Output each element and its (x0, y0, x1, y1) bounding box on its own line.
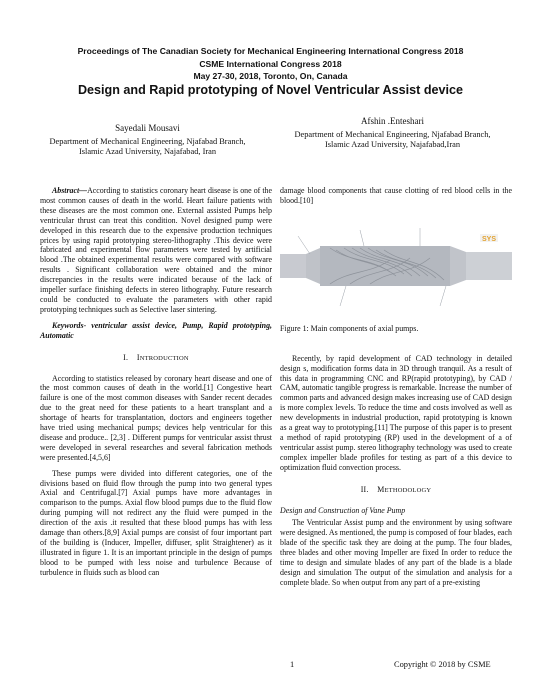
figure-caption: Figure 1: Main components of axial pumps. (280, 323, 419, 333)
section-title-initial: M (377, 484, 385, 494)
proceedings-line: Proceedings of The Canadian Society for Mechanical Engineering International Congress 2018 (77, 46, 464, 56)
section-heading-introduction (40, 353, 272, 364)
abstract-label: Abstract— (52, 186, 88, 195)
left-column (40, 186, 272, 581)
copyright: Copyright © 2018 by CSME (394, 660, 491, 669)
cad-paragraph: Recently, by rapid development of CAD technology in detailed design s, modification forms data in 3D through tranquil. As a result of this data in programming CNC and RP(rapid prototyping), by CAD / CAM, automatic tangible progress is remarkable. Increase the number of common parts and advanced design makes increasing use of CAD design is more complex levels. To reduce the time and costs involved as well as new developments in industrial production, rapid prototyping is known as a great way to prototyping.[11] The purpose of this paper is to present a method of rapid prototyping (RP) used in the development of a of ventricular assist pump. stereo lithography technology was used to create complex impeller blade profiles for testing as part of a this device to optimization fluid convection process. (280, 353, 512, 472)
subsection-heading: Design and Construction of Vane Pump (280, 505, 406, 515)
date-location-line: May 27-30, 2018, Toronto, On, Canada (193, 71, 348, 81)
author-name: Afshin .Enteshari (361, 116, 424, 126)
abstract-text: According to statistics coronary heart disease is one of the most common causes of death in the world. Heart failure patients with these diseases are the most common one. External assisted Pumps help ventricular thrust can treat this condition. Novel designed pump were developed in this research due to the expensive production techniques prices by using rapid prototyping stereo-lithography .This device were fabricated and experimental flow parameters were tested by artificial blood .The obtained experimental results were compared with software results . Significant collaboration were obtained and the minor discrepancies in the results were indicated because of the lack of impeller surface finishing defects in stereo lithography. Future research could be conducted to evaluate the parameters with other rapid prototyping techniques such as Selective laser sintering. (40, 186, 272, 314)
section-number: I. (123, 352, 129, 362)
author-block-2 (270, 116, 515, 151)
author-affiliation-line: Islamic Azad University, Najafabad, Iran (78, 147, 217, 157)
axial-pump-image (280, 214, 512, 324)
right-column (280, 186, 512, 591)
methodology-paragraph: The Ventricular Assist pump and the environment by using software were designed. As mentioned, the pump is composed of four blades, each blade of the specific task they are doing at the pump. The four blades, three blades and other moving Impeller are fixed In order to reduce the time to design and simulate blades of any part of the blade is a blade design and simulation The output of the simulation and analysis for a complete blade. So when output from any part of a pre-existing (280, 518, 512, 587)
author-affiliation-line: Department of Mechanical Engineering, Njafabad Branch, (49, 136, 246, 146)
abstract (40, 186, 272, 315)
section-number: II. (360, 484, 369, 494)
figure-logo: SYS (482, 235, 497, 243)
page-number: 1 (290, 660, 295, 669)
author-block-1 (40, 123, 255, 158)
author-affiliation-line: Department of Mechanical Engineering, Njafabad Branch, (294, 129, 491, 139)
continuation-paragraph: damage blood components that cause clotting of red blood cells in the blood.[10] (280, 186, 512, 205)
congress-line: CSME International Congress 2018 (199, 59, 342, 69)
section-title-initial: I (136, 352, 140, 362)
intro-paragraph: According to statistics released by coronary heart disease and one of the most common causes of death in the world.[1] Congestive heart failure is one of the most common diseases with Sander recent decades due to the great need for these patients to a heart transplant and a shortage of hearts for transplantation, doctors and engineers together have tried using mechanical pumps; devices help ventricular for this disease and produce.. [2,3] . Different pumps for ventricular assist thrust were developed in several researches and several fabrication methods were presented.[4,5,6] (40, 373, 272, 462)
section-title-rest: NTRODUCTION (139, 354, 189, 362)
paper-title: Design and Rapid prototyping of Novel Ventricular Assist device (77, 83, 464, 97)
intro-paragraph: These pumps were divided into different categories, one of the divisions based on fluid flow through the pump into two general types Axial and Centrifugal.[7] Axial pumps have more advantages in comparison to the pumps. Axial flow blood pumps due to the fluid flow during pumping will not redirect any the fluid were pumped in the direction of the axis .it resulted that these blood pumps has with less damage than others.[8,9] Axial pumps are consist of four important part of the building is (Inducer, Impeller, diffuser, split Straightener) as it illustrated in figure 1. It is an important principle in the design of pumps blood to be pumped with less noise and turbulence Because of turbulence in fluids such as blood can (40, 468, 272, 577)
author-name: Sayedali Mousavi (115, 123, 180, 133)
author-affiliation-line: Islamic Azad University, Najafabad,Iran (324, 140, 461, 150)
figure-axial-pump (280, 214, 512, 324)
section-title-rest: ETHODOLOGY (384, 486, 432, 494)
keywords: Keywords- ventricular assist device, Pump, Rapid prototyping, Automatic (40, 320, 272, 340)
section-heading-methodology (280, 485, 512, 496)
